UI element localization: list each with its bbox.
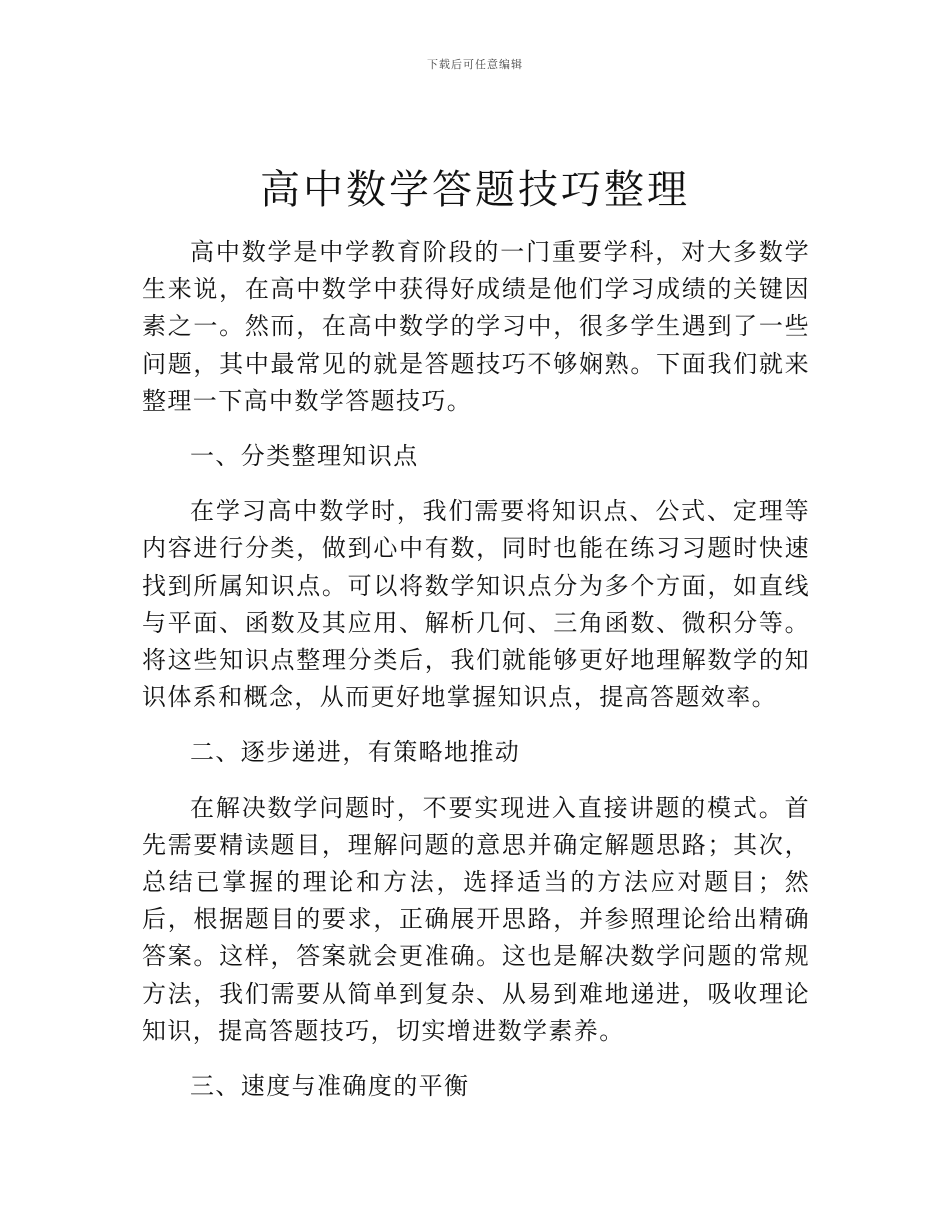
document-body (142, 234, 810, 1123)
section-heading-3: 三、速度与准确度的平衡 (190, 1072, 470, 1101)
section-heading-2: 二、逐步递进，有策略地推动 (190, 738, 521, 767)
section-body-1: 在学习高中数学时，我们需要将知识点、公式、定理等内容进行分类，做到心中有数，同时也能在练习习题时快速找到所属知识点。可以将数学知识点分为多个方面，如直线与平面、函数及其应用、解析几何、三角函数、微积分等。将这些知识点整理分类后，我们就能够更好地理解数学的知识体系和概念，从而更好地掌握知识点，提高答题效率。 (142, 497, 810, 712)
section-heading-1: 一、分类整理知识点 (190, 442, 419, 471)
section-body-2: 在解决数学问题时，不要实现进入直接讲题的模式。首先需要精读题目，理解问题的意思并确定解题思路；其次，总结已掌握的理论和方法，选择适当的方法应对题目；然后，根据题目的要求，正确展开思路，并参照理论给出精确答案。这样，答案就会更准确。这也是解决数学问题的常规方法，我们需要从简单到复杂、从易到难地递进，吸收理论知识，提高答题技巧，切实增进数学素养。 (142, 793, 810, 1045)
document-title: 高中数学答题技巧整理 (260, 167, 690, 213)
intro-paragraph: 高中数学是中学教育阶段的一门重要学科，对大多数学生来说，在高中数学中获得好成绩是他们学习成绩的关键因素之一。然而，在高中数学的学习中，很多学生遇到了一些问题，其中最常见的就是答题技巧不够娴熟。下面我们就来整理一下高中数学答题技巧。 (142, 238, 810, 415)
header-note: 下载后可任意编辑 (427, 58, 523, 71)
